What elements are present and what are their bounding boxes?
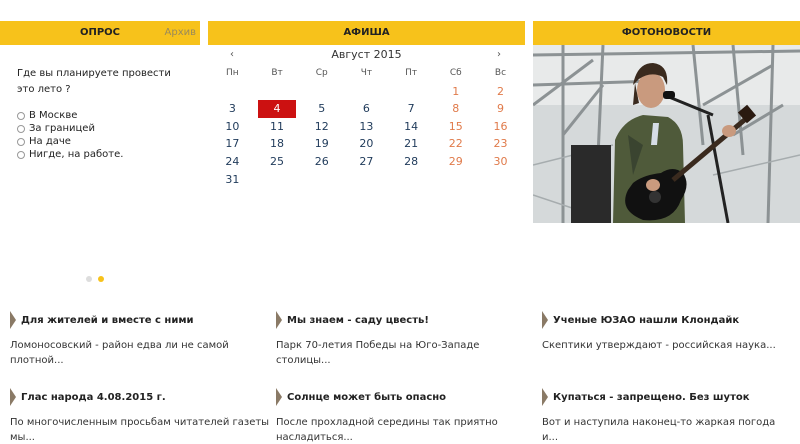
calendar-day[interactable]: 21	[404, 137, 419, 151]
news-text: Вот и наступила наконец-то жаркая погода и...	[542, 417, 776, 443]
calendar-day-today[interactable]: 4	[258, 100, 297, 118]
calendar-day[interactable]: 2	[496, 84, 504, 98]
calendar-day[interactable]: 20	[359, 137, 374, 151]
calendar-week-row	[210, 118, 523, 136]
calendar-day[interactable]: 29	[448, 154, 463, 168]
calendar-day[interactable]: 25	[270, 154, 285, 168]
arrow-marker-icon	[276, 388, 282, 406]
news-item	[542, 311, 792, 353]
news-text: Парк 70-летия Победы на Юго-Западе столицы...	[276, 340, 480, 366]
calendar-day[interactable]: 3	[228, 102, 236, 116]
calendar-day[interactable]: 26	[314, 154, 329, 168]
calendar-day[interactable]: 17	[225, 137, 240, 151]
calendar-grid	[210, 65, 523, 188]
calendar-next-button[interactable]: ›	[497, 49, 501, 60]
photo-news-title: ФОТОНОВОСТИ	[621, 27, 712, 38]
news-title-link[interactable]	[276, 388, 526, 406]
calendar-weekday: Чт	[360, 68, 373, 78]
afisha-title: АФИША	[343, 27, 390, 38]
news-title: Мы знаем - саду цвесть!	[287, 314, 429, 326]
calendar-day[interactable]: 19	[314, 137, 329, 151]
calendar-day[interactable]: 7	[407, 102, 415, 116]
arrow-marker-icon	[276, 311, 282, 329]
calendar-day[interactable]: 9	[496, 102, 504, 116]
news-item	[542, 388, 792, 444]
poll-option-moscow[interactable]	[17, 109, 123, 122]
poll-option-label: На даче	[29, 136, 71, 147]
calendar-day[interactable]: 16	[493, 119, 508, 133]
calendar-empty-cell	[299, 171, 344, 189]
poll-option-work[interactable]	[17, 148, 123, 161]
news-title-link[interactable]	[542, 388, 792, 406]
news-title-link[interactable]	[542, 311, 792, 329]
calendar-day[interactable]: 5	[318, 102, 326, 116]
carousel-dot-active[interactable]	[98, 276, 104, 282]
calendar-week-row	[210, 135, 523, 153]
poll-option-abroad[interactable]	[17, 122, 123, 135]
news-item	[276, 388, 526, 444]
calendar-day[interactable]: 23	[493, 137, 508, 151]
news-text: По многочисленным просьбам читателей газеты мы...	[10, 417, 270, 443]
calendar-day[interactable]: 12	[314, 119, 329, 133]
news-title: Глас народа 4.08.2015 г.	[21, 391, 166, 403]
calendar-day[interactable]: 31	[225, 172, 240, 186]
calendar-weekday: Ср	[315, 68, 328, 78]
calendar-weekday: Пт	[405, 68, 418, 78]
radio-button[interactable]	[17, 125, 25, 133]
arrow-marker-icon	[542, 311, 548, 329]
calendar-day[interactable]: 6	[362, 102, 370, 116]
afisha-header	[208, 21, 525, 45]
radio-button[interactable]	[17, 151, 25, 159]
radio-button[interactable]	[17, 112, 25, 120]
arrow-marker-icon	[542, 388, 548, 406]
news-text: Скептики утверждают - российская наука...	[542, 340, 776, 351]
calendar-week-row	[210, 153, 523, 171]
calendar-day[interactable]: 27	[359, 154, 374, 168]
calendar-day[interactable]: 1	[452, 84, 460, 98]
poll-option-dacha[interactable]	[17, 135, 123, 148]
calendar-day[interactable]: 14	[404, 119, 419, 133]
calendar-day[interactable]: 30	[493, 154, 508, 168]
news-title-link[interactable]	[10, 388, 260, 406]
news-title: Купаться - запрещено. Без шуток	[553, 391, 750, 403]
calendar-day[interactable]: 22	[448, 137, 463, 151]
calendar-empty-cell	[344, 171, 389, 189]
news-title: Ученые ЮЗАО нашли Клондайк	[553, 314, 740, 326]
news-item	[276, 311, 526, 368]
news-title: Солнце может быть опасно	[287, 391, 447, 403]
radio-button[interactable]	[17, 138, 25, 146]
musician-photo	[533, 45, 800, 223]
news-title-link[interactable]	[10, 311, 260, 329]
arrow-marker-icon	[10, 311, 16, 329]
calendar-weekday: Вс	[494, 68, 507, 78]
calendar-empty-cell	[389, 171, 434, 189]
calendar-day[interactable]: 24	[225, 154, 240, 168]
calendar-empty-cell	[210, 83, 255, 101]
calendar-day[interactable]: 10	[225, 119, 240, 133]
arrow-marker-icon	[10, 388, 16, 406]
poll-option-label: Нигде, на работе.	[29, 149, 124, 160]
poll-options	[17, 109, 123, 161]
calendar-empty-cell	[255, 83, 300, 101]
news-item	[10, 388, 270, 444]
poll-question: Где вы планируете провести это лето ?	[17, 68, 171, 95]
photo-news-header	[533, 21, 800, 45]
news-title: Для жителей и вместе с ними	[21, 314, 194, 326]
calendar-day[interactable]: 8	[452, 102, 460, 116]
calendar-weekday: Сб	[449, 68, 462, 78]
calendar-day[interactable]: 18	[270, 137, 285, 151]
carousel-dots	[86, 276, 104, 282]
calendar-weekday: Пн	[226, 68, 239, 78]
photo-news-image[interactable]	[533, 45, 800, 223]
calendar-weekday-row	[210, 65, 523, 83]
calendar-empty-cell	[478, 171, 523, 189]
calendar-empty-cell	[255, 171, 300, 189]
calendar-empty-cell	[389, 83, 434, 101]
calendar-month: Август 2015	[331, 48, 402, 61]
news-title-link[interactable]	[276, 311, 526, 329]
poll-option-label: В Москве	[29, 110, 78, 121]
calendar-weekday: Вт	[271, 68, 283, 78]
carousel-dot[interactable]	[86, 276, 92, 282]
calendar-day[interactable]: 11	[270, 119, 285, 133]
calendar-empty-cell	[344, 83, 389, 101]
calendar-empty-cell	[299, 83, 344, 101]
calendar-day[interactable]: 28	[404, 154, 419, 168]
archive-link[interactable]: Архив	[164, 27, 196, 38]
poll-option-label: За границей	[29, 123, 95, 134]
news-item	[10, 311, 260, 368]
calendar-empty-cell	[433, 171, 478, 189]
calendar-day[interactable]: 15	[448, 119, 463, 133]
calendar-prev-button[interactable]: ‹	[230, 49, 234, 60]
poll-header	[0, 21, 200, 45]
poll-title: ОПРОС	[79, 27, 121, 38]
calendar-week-row	[210, 171, 523, 189]
poll-panel	[0, 45, 200, 290]
news-text: Ломоносовский - район едва ли не самой плотной...	[10, 340, 229, 366]
calendar-week-row	[210, 100, 523, 118]
news-text: После прохладной середины так приятно насладиться...	[276, 417, 498, 443]
calendar-day[interactable]: 13	[359, 119, 374, 133]
calendar-week-row	[210, 83, 523, 101]
